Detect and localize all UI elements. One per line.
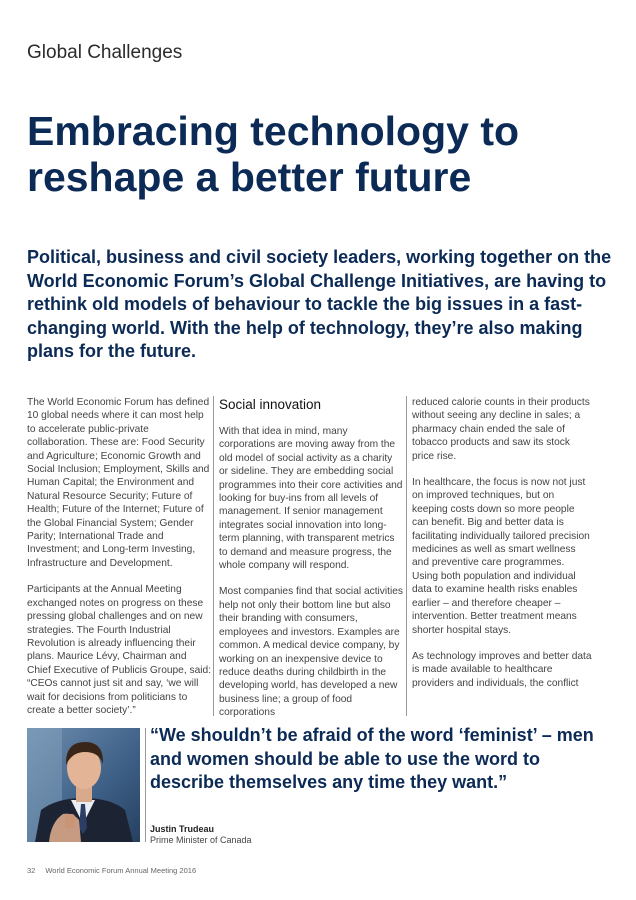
column-divider: [406, 396, 407, 716]
body-column-2: [219, 396, 404, 733]
paragraph: As technology improves and better data is made available to healthcare providers and individuals, the conflict: [412, 650, 592, 689]
paragraph: Most companies find that social activities help not only their bottom line but also their branding with consumers, employees and investors. Examples are common. A medical device company, by working on an inexpensive device to reduce deaths during childbirth in the developing world, has developed a new business line; a group of food corporations: [219, 586, 404, 719]
section-label: Global Challenges: [27, 42, 183, 63]
quote-attribution-role: Prime Minister of Canada: [150, 835, 252, 845]
paragraph: The World Economic Forum has defined 10 global needs where it can most help to accelerate public-private collaboration. These are: Food Security and Agriculture; Economic Growth and Social Inclusion; Employment, Skills and Human Capital; the Environment and Natural Resource Security; Future of Health; Future of the Internet; Future of the Global Financial System; Gender Parity; International Trade and Investment; and Long-term Investing, Infrastructure and Development.: [27, 397, 210, 569]
pull-quote: “We shouldn’t be afraid of the word ‘feminist’ – men and women should be able to use the word to describe themselves any time they want.”: [150, 725, 594, 792]
body-column-3: [412, 396, 592, 703]
quote-attribution-name: Justin Trudeau: [150, 824, 215, 834]
quote-divider: [145, 728, 146, 842]
column-divider: [213, 396, 214, 716]
paragraph: With that idea in mind, many corporations are moving away from the old model of social activity as a charity or sideline. They are embedding social programmes into their core activities and looking for buy-ins from all levels of management. If senior management integrates social innovation into long-term planning, with transparent metrics to demand and measure progress, the whole company will respond.: [219, 426, 403, 572]
article-title: Embracing technology to reshape a better future: [27, 108, 520, 200]
subheading: Social innovation: [219, 397, 322, 412]
body-column-1: [27, 396, 212, 730]
paragraph: reduced calorie counts in their products without seeing any decline in sales; a pharmacy chain ended the sale of tobacco products and saw its stock price rise.: [412, 397, 590, 462]
article-standfirst: Political, business and civil society leaders, working together on the World Economic Forum’s Global Challenge Initiatives, are having to rethink old models of behaviour to tackle the big issues in a fast-changing world. With the help of technology, they’re also making plans for the future.: [27, 247, 612, 361]
speaker-photo: [27, 728, 140, 842]
paragraph: Participants at the Annual Meeting exchanged notes on progress on these pressing global challenges and on new strategies. The Fourth Industrial Revolution is already influencing their plans. Maurice Lévy, Chairman and Chief Executive of Publicis Groupe, said: “CEOs cannot just sit and say, ‘we will wait for decisions from politicians to create a better society’.”: [27, 584, 212, 716]
paragraph: In healthcare, the focus is now not just on improved techniques, but on keeping costs down so more people can benefit. Big and better data is facilitating individually tailored precision medicines as well as smart wellness and preventive care programmes. Using both population and individual data to examine health risks enables earlier – and therefore cheaper – intervention. Better treatment means shorter hospital stays.: [412, 477, 590, 636]
page-footer: [27, 866, 196, 875]
publication-name: World Economic Forum Annual Meeting 2016: [45, 866, 197, 875]
page-number: 32: [27, 866, 36, 875]
